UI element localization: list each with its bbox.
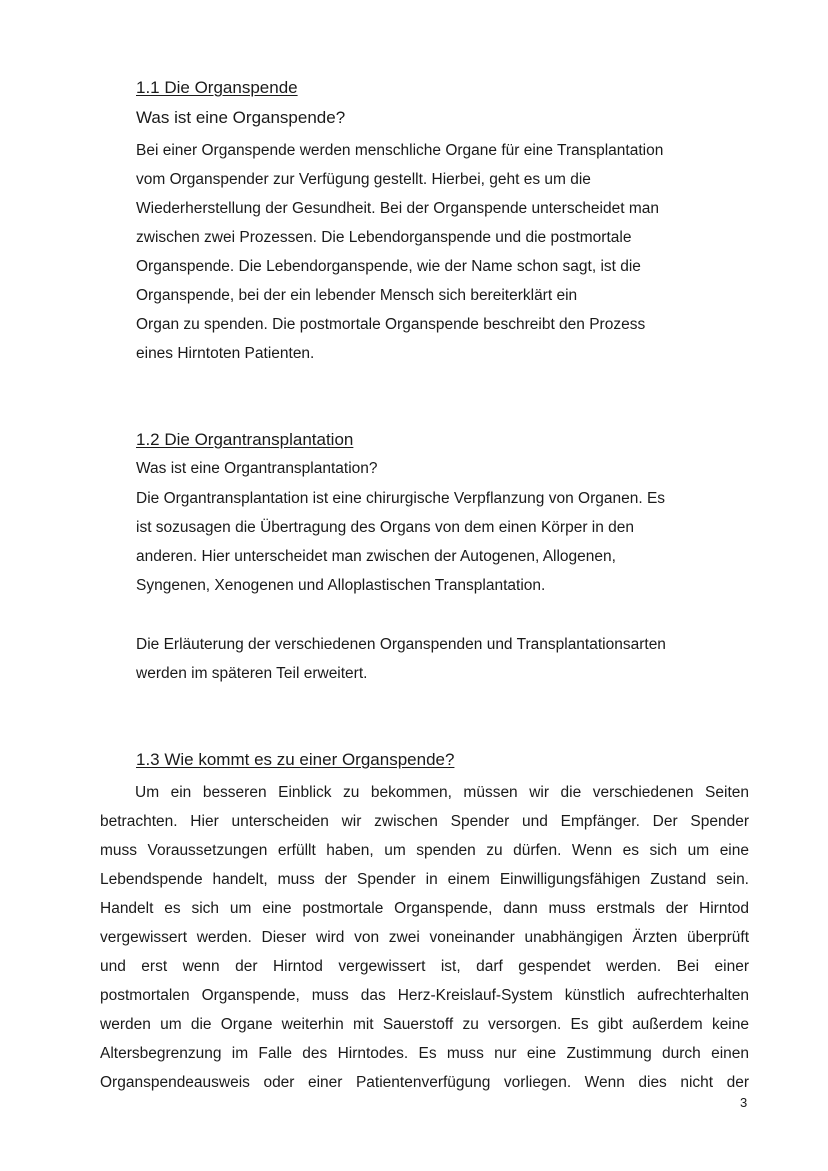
- body-line: Bei einer Organspende werden menschliche Organe für eine Transplantation: [136, 142, 664, 159]
- note-line: werden im späteren Teil erweitert.: [136, 665, 368, 682]
- body-line: Organ zu spenden. Die postmortale Organspende beschreibt den Prozess: [136, 316, 646, 333]
- body-line: Syngenen, Xenogenen und Alloplastischen Transplantation.: [136, 577, 546, 594]
- body-line: Organspende. Die Lebendorganspende, wie der Name schon sagt, ist die: [136, 258, 641, 275]
- section-note-1-2: [136, 630, 666, 688]
- page-number: 3: [740, 1095, 748, 1110]
- body-line: Organspende, bei der ein lebender Mensch sich bereiterklärt ein: [136, 287, 578, 304]
- body-line: betrachten. Hier unterscheiden wir zwischen Spender und Empfänger. Der Spender: [100, 813, 749, 830]
- body-line: eines Hirntoten Patienten.: [136, 345, 315, 362]
- section-question-1-1: Was ist eine Organspende?: [136, 108, 346, 127]
- section-question-1-2: Was ist eine Organtransplantation?: [136, 460, 378, 477]
- body-line: Handelt es sich um eine postmortale Organspende, dann muss erstmals der Hirntod: [100, 900, 749, 917]
- section-body-1-2: [136, 484, 665, 600]
- section-heading-1-2: 1.2 Die Organtransplantation: [136, 430, 354, 449]
- section-body-1-3: [100, 778, 749, 1097]
- body-line: Wiederherstellung der Gesundheit. Bei der Organspende unterscheidet man: [136, 200, 660, 217]
- body-line: und erst wenn der Hirntod vergewissert ist, darf gespendet werden. Bei einer: [100, 958, 749, 975]
- body-line: zwischen zwei Prozessen. Die Lebendorganspende und die postmortale: [136, 229, 632, 246]
- note-line: Die Erläuterung der verschiedenen Organspenden und Transplantationsarten: [136, 636, 666, 653]
- body-line: vergewissert werden. Dieser wird von zwei voneinander unabhängigen Ärzten überprüft: [100, 929, 749, 946]
- section-body-1-1: [136, 136, 663, 368]
- body-line: werden um die Organe weiterhin mit Sauerstoff zu versorgen. Es gibt außerdem keine: [100, 1016, 749, 1033]
- body-line: postmortalen Organspende, muss das Herz-Kreislauf-System künstlich aufrechterhalten: [100, 987, 749, 1004]
- body-line: Lebendspende handelt, muss der Spender in einem Einwilligungsfähigen Zustand sein.: [100, 871, 749, 888]
- body-line: ist sozusagen die Übertragung des Organs von dem einen Körper in den: [136, 519, 635, 536]
- section-heading-1-1: 1.1 Die Organspende: [136, 78, 298, 97]
- body-line: Die Organtransplantation ist eine chirurgische Verpflanzung von Organen. Es: [136, 490, 666, 507]
- body-line: Um ein besseren Einblick zu bekommen, müssen wir die verschiedenen Seiten: [135, 784, 749, 801]
- body-line: Organspendeausweis oder einer Patientenverfügung vorliegen. Wenn dies nicht der: [100, 1074, 749, 1091]
- section-heading-1-3: 1.3 Wie kommt es zu einer Organspende?: [136, 750, 455, 769]
- body-line: vom Organspender zur Verfügung gestellt. Hierbei, geht es um die: [136, 171, 591, 188]
- body-line: muss Voraussetzungen erfüllt haben, um spenden zu dürfen. Wenn es sich um eine: [100, 842, 749, 859]
- body-line: Altersbegrenzung im Falle des Hirntodes. Es muss nur eine Zustimmung durch einen: [100, 1045, 749, 1062]
- body-line: anderen. Hier unterscheidet man zwischen der Autogenen, Allogenen,: [136, 548, 616, 565]
